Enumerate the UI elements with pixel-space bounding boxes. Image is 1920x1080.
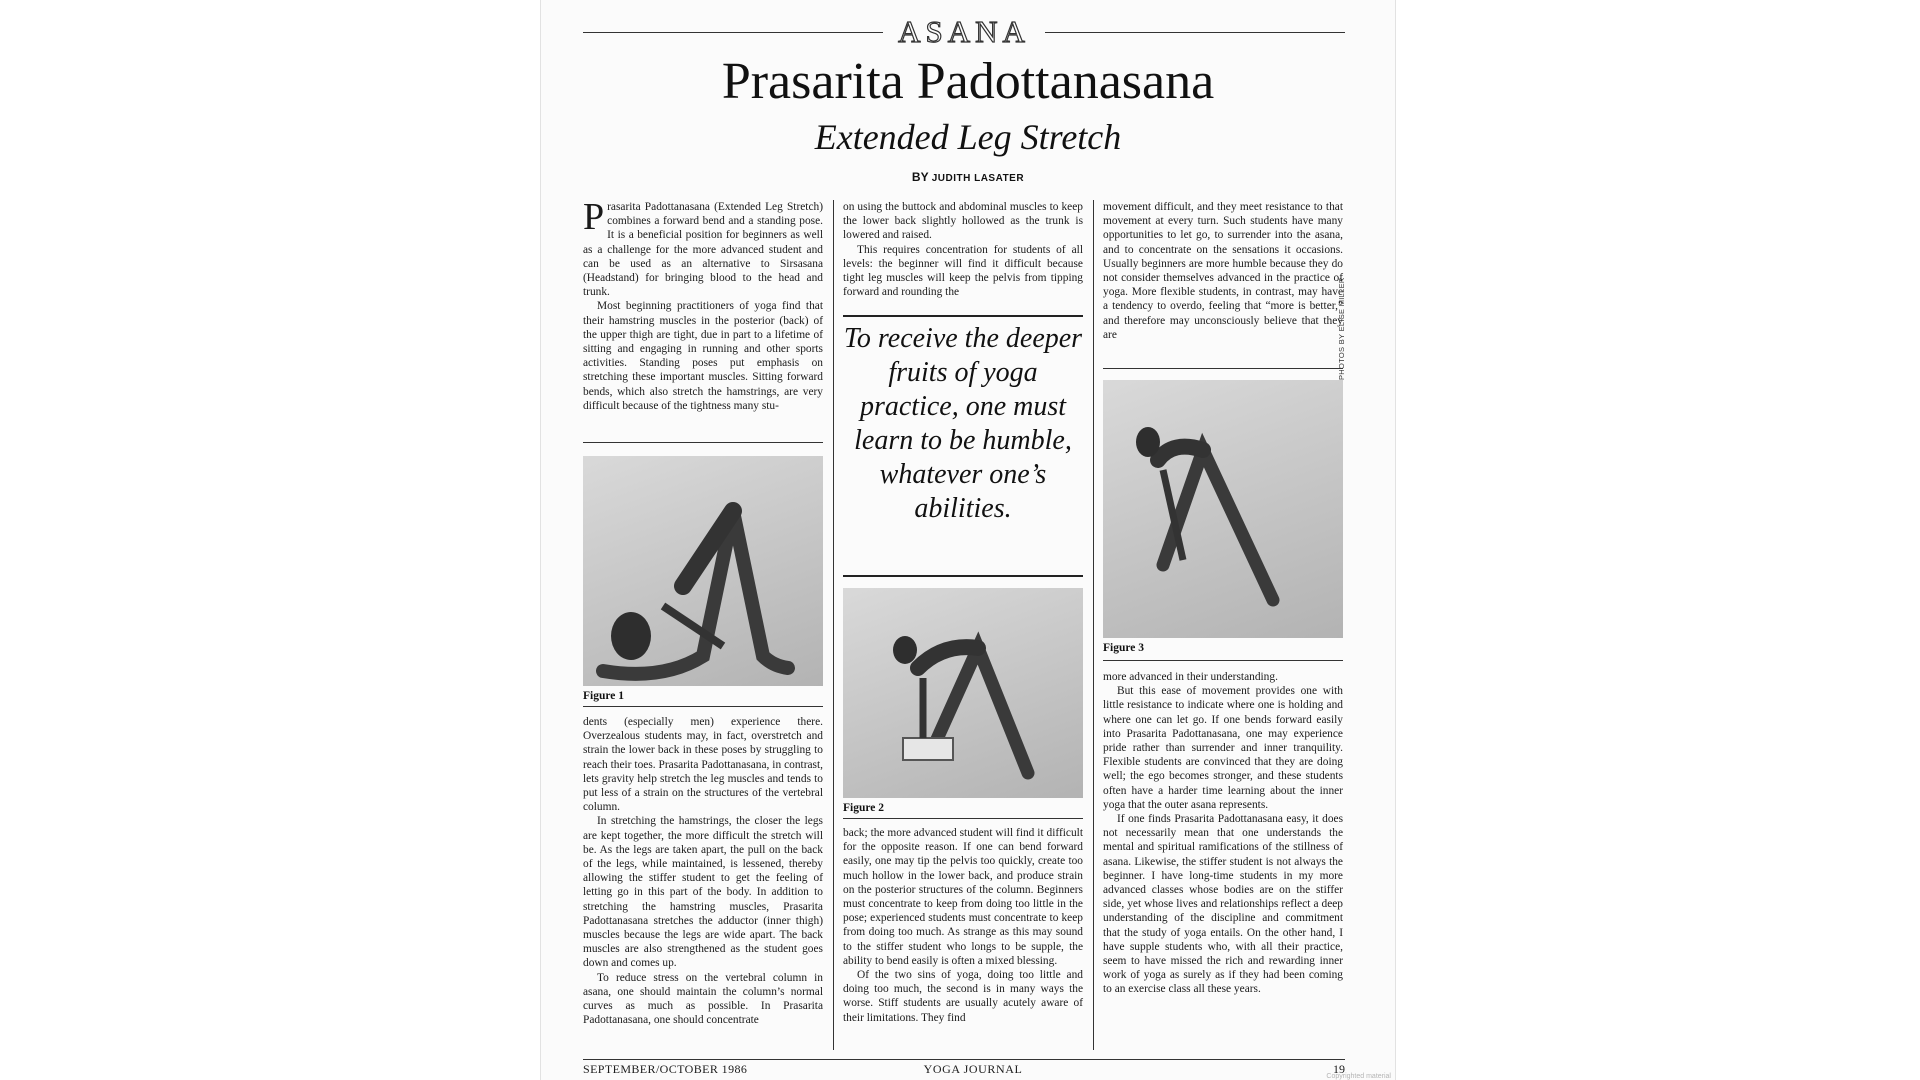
figure-3-rule: [1103, 660, 1343, 661]
paragraph: In stretching the hamstrings, the closer the legs are kept together, the more difficult the stretch will be. As the legs are taken apart, the pull on the back of the legs, while maintained, is lessened, thereby allowing the stiffer student to get the feeling of letting go in this part of the body. In addition to stretching the hamstring muscles, Prasarita Padottanasana stretches the adductor (inner thigh) muscles because the legs are wide apart. The back muscles are also strengthened as the student goes down and comes up.: [583, 815, 823, 970]
byline: [541, 170, 1395, 184]
section-rule-right: [1045, 32, 1345, 33]
section-label: ASANA: [898, 14, 1030, 49]
paragraph: [583, 196, 823, 299]
paragraph: But this ease of movement provides one with little resistance to indicate where one is holding and where one can let go. If one bends forward easily into Prasarita Padottanasana, one may experience pride rather than surrender and inner tranquility. Flexible students are convinced that they are doing well; the ego becomes stronger, and these students often have a harder time learning about the inner yoga that the outer asana represents.: [1103, 685, 1343, 811]
paragraph: back; the more advanced student will find it difficult for the opposite reason. If one can bend forward easily, one may tip the pelvis too quickly, create too much hollow in the lower back, and produce strain on the posterior structures of the column. Beginners must concentrate to keep from doing too little in the pose; experienced students must concentrate to keep from doing too much. As strange as this may sound to the stiffer student who longs to be supple, the ability to bend easily is often a mixed blessing.: [843, 827, 1083, 967]
article-subtitle: Extended Leg Stretch: [814, 117, 1122, 157]
paragraph: more advanced in their understanding.: [1103, 671, 1278, 683]
photo-credit: PHOTOS BY ELISE MILLER: [1337, 277, 1346, 380]
figure-3-photo: [1103, 380, 1343, 638]
column-3-bottom: [1103, 670, 1343, 997]
paragraph: Of the two sins of yoga, doing too little and doing too much, the second is in many ways the worse. Stiff students are usually acutely aware of their limitations. They find: [843, 969, 1083, 1024]
figure-1-photo: [583, 456, 823, 686]
paragraph: dents (especially men) experience there. Overzealous students may, in fact, overstretch and strain the lower back in these poses by struggling to reach their toes. Prasarita Padottanasana, in contrast, lets gravity help stretch the leg muscles and tends to put less of a strain on the structures of the vertebral column.: [583, 716, 823, 814]
paragraph: This requires concentration for students of all levels: the beginner will find it difficult because tight leg muscles will keep the pelvis from tipping forward and rounding the: [843, 243, 1083, 299]
column-2-bottom: [843, 826, 1083, 1025]
paragraph: To reduce stress on the vertebral column in asana, one should maintain the column’s normal curves as much as possible. In Prasarita Padottanasana, one should concentrate: [583, 971, 823, 1027]
column-1-top: [583, 196, 823, 413]
pose-illustration-3: [1103, 380, 1343, 638]
footer-date: SEPTEMBER/OCTOBER 1986: [583, 1062, 748, 1076]
column-rule-2: [1093, 200, 1094, 1050]
byline-prefix: BY: [911, 170, 932, 184]
column-3-top: [1103, 200, 1343, 342]
pull-quote-rule-top: [843, 315, 1083, 317]
footer-journal: YOGA JOURNAL: [923, 1062, 1023, 1076]
byline-author: JUDITH LASATER: [931, 173, 1025, 184]
footer-rule: [583, 1059, 1345, 1060]
pull-quote: To receive the deeper fruits of yoga practice, one must learn to be humble, whatever one’s abilities.: [843, 323, 1083, 524]
column-1-rule: [583, 442, 823, 443]
pose-illustration-2: [843, 588, 1083, 798]
figure-2-photo: [843, 588, 1083, 798]
magazine-page: [540, 0, 1396, 1080]
pull-quote-rule-bottom: [843, 575, 1083, 577]
figure-2-rule: [843, 818, 1083, 819]
column-rule-1: [833, 200, 834, 1050]
figure-3-caption: Figure 3: [1103, 642, 1144, 654]
paragraph: If one finds Prasarita Padottanasana easy, it does not necessarily mean that one understands the mental and spiritual ramifications of the stillness of asana. Likewise, the stiffer student is not always the beginner. I have long-time students in my more advanced classes whose bodies are on the stiffer side, yet whose lives and relationships reflect a deep understanding of the discipline and commitment that the study of yoga entails. On the other hand, I have supple students who, with all their practice, seem to have missed the rich and rewarding inner work of yoga as surely as if they had been coming to an exercise class all these years.: [1103, 813, 1343, 996]
column-1-bottom: [583, 715, 823, 1027]
watermark: Copyrighted material: [1326, 1073, 1391, 1080]
column-2-top: [843, 200, 1083, 299]
paragraph: Most beginning practitioners of yoga find that their hamstring muscles in the posterior (back) of the upper thigh are tight, due in part to a lifetime of sitting and engaging in running and other sports activities. Standing poses put emphasis on stretching these important muscles. Sitting forward bends, which also stretch the hamstrings, are very difficult because of the tightness many stu-: [583, 300, 823, 412]
drop-cap: P: [583, 196, 605, 238]
figure-1-caption: Figure 1: [583, 690, 624, 702]
figure-2-caption: Figure 2: [843, 802, 884, 814]
section-rule-left: [583, 32, 883, 33]
figure-1-rule: [583, 706, 823, 707]
article-title: Prasarita Padottanasana: [721, 53, 1215, 110]
pose-illustration-1: [583, 456, 823, 686]
paragraph: movement difficult, and they meet resistance to that movement at every turn. Such students have many opportunities to let go, to surrender into the asana, and to concentrate on the sensations it occasions. Usually beginners are more humble because they do not consider themselves advanced in the practice of yoga. More flexible students, in contrast, may have a tendency to overdo, feeling that “more is better,” and therefore may unconsciously believe that they are: [1103, 201, 1343, 341]
paragraph: on using the buttock and abdominal muscles to keep the lower back slightly hollowed as the trunk is lowered and raised.: [843, 201, 1083, 242]
column-3-rule: [1103, 368, 1343, 369]
page-number: 19: [1333, 1062, 1345, 1076]
paragraph-text: rasarita Padottanasana (Extended Leg Stretch) combines a forward bend and a standing pose. It is a beneficial position for beginners as well as a challenge for the more advanced student and can be used as an alternative to Sirsasana (Headstand) for bringing blood to the head and trunk.: [583, 201, 823, 299]
